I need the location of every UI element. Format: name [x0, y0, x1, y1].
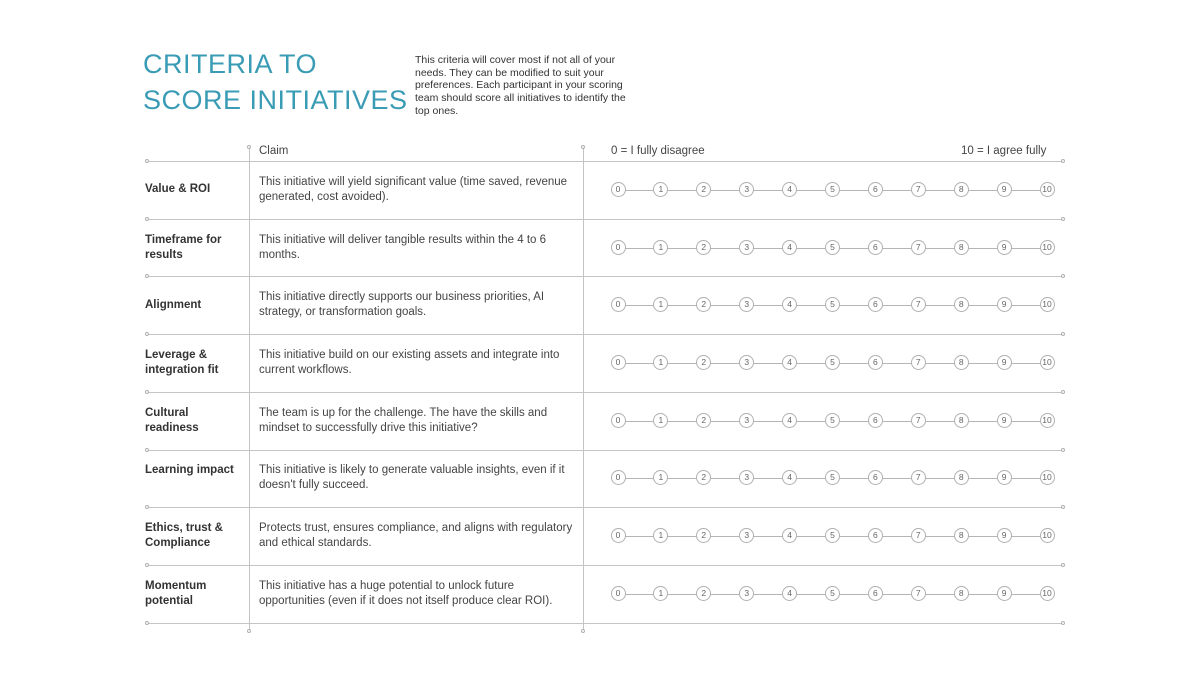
- row-divider-end-dot: [1061, 390, 1065, 394]
- score-option-7[interactable]: 7: [911, 355, 926, 370]
- score-option-1[interactable]: 1: [653, 528, 668, 543]
- score-option-5[interactable]: 5: [825, 182, 840, 197]
- page-title: [143, 46, 408, 118]
- row-divider-end-dot: [145, 274, 149, 278]
- score-option-10[interactable]: 10: [1040, 355, 1055, 370]
- score-option-6[interactable]: 6: [868, 413, 883, 428]
- divider-end-dot: [581, 629, 585, 633]
- score-option-7[interactable]: 7: [911, 586, 926, 601]
- criterion-label: Leverage & integration fit: [145, 348, 219, 376]
- score-option-0[interactable]: 0: [611, 586, 626, 601]
- score-option-9[interactable]: 9: [997, 413, 1012, 428]
- score-option-6[interactable]: 6: [868, 355, 883, 370]
- criterion-label: Timeframe for results: [145, 233, 222, 261]
- score-option-6[interactable]: 6: [868, 528, 883, 543]
- score-option-3[interactable]: 3: [739, 297, 754, 312]
- score-option-10[interactable]: 10: [1040, 297, 1055, 312]
- score-option-9[interactable]: 9: [997, 470, 1012, 485]
- score-option-0[interactable]: 0: [611, 470, 626, 485]
- score-option-4[interactable]: 4: [782, 586, 797, 601]
- score-option-8[interactable]: 8: [954, 586, 969, 601]
- row-divider: [147, 161, 1063, 162]
- score-option-9[interactable]: 9: [997, 182, 1012, 197]
- score-option-4[interactable]: 4: [782, 297, 797, 312]
- criterion-label: Momentum potential: [145, 579, 207, 607]
- score-option-8[interactable]: 8: [954, 470, 969, 485]
- row-divider-end-dot: [1061, 274, 1065, 278]
- score-option-0[interactable]: 0: [611, 182, 626, 197]
- score-option-6[interactable]: 6: [868, 586, 883, 601]
- divider-end-dot: [247, 145, 251, 149]
- score-option-8[interactable]: 8: [954, 413, 969, 428]
- score-option-8[interactable]: 8: [954, 297, 969, 312]
- row-divider-end-dot: [1061, 448, 1065, 452]
- score-option-6[interactable]: 6: [868, 240, 883, 255]
- score-option-3[interactable]: 3: [739, 528, 754, 543]
- scale-max-label: 10 = I agree fully: [961, 145, 1047, 157]
- score-option-4[interactable]: 4: [782, 470, 797, 485]
- criterion-claim: This initiative build on our existing assets and integrate into current workflows.: [259, 348, 560, 376]
- row-divider-end-dot: [1061, 505, 1065, 509]
- row-divider-end-dot: [145, 621, 149, 625]
- score-option-2[interactable]: 2: [696, 413, 711, 428]
- score-option-10[interactable]: 10: [1040, 240, 1055, 255]
- score-option-3[interactable]: 3: [739, 240, 754, 255]
- score-option-2[interactable]: 2: [696, 240, 711, 255]
- criterion-label: Ethics, trust & Compliance: [145, 522, 223, 550]
- score-option-1[interactable]: 1: [653, 413, 668, 428]
- score-option-7[interactable]: 7: [911, 528, 926, 543]
- criterion-label: Alignment: [145, 298, 202, 311]
- score-option-1[interactable]: 1: [653, 470, 668, 485]
- score-option-9[interactable]: 9: [997, 528, 1012, 543]
- score-scale: [610, 586, 1050, 604]
- score-option-2[interactable]: 2: [696, 470, 711, 485]
- divider-end-dot: [247, 629, 251, 633]
- score-scale: [610, 297, 1050, 315]
- criterion-label: Value & ROI: [145, 183, 211, 196]
- score-option-3[interactable]: 3: [739, 470, 754, 485]
- row-divider-end-dot: [145, 217, 149, 221]
- criterion-claim: This initiative will deliver tangible results within the 4 to 6 months.: [259, 233, 546, 261]
- score-option-8[interactable]: 8: [954, 182, 969, 197]
- divider-end-dot: [581, 145, 585, 149]
- score-option-1[interactable]: 1: [653, 297, 668, 312]
- row-divider-end-dot: [1061, 332, 1065, 336]
- row-divider-end-dot: [145, 332, 149, 336]
- column-divider: [583, 148, 584, 633]
- score-option-4[interactable]: 4: [782, 528, 797, 543]
- row-divider: [147, 334, 1063, 335]
- row-divider: [147, 276, 1063, 277]
- row-divider-end-dot: [145, 390, 149, 394]
- score-option-3[interactable]: 3: [739, 355, 754, 370]
- score-option-8[interactable]: 8: [954, 528, 969, 543]
- score-option-6[interactable]: 6: [868, 297, 883, 312]
- score-option-0[interactable]: 0: [611, 355, 626, 370]
- row-divider: [147, 392, 1063, 393]
- criterion-label: Learning impact: [145, 464, 234, 477]
- score-scale: [610, 528, 1050, 546]
- score-option-5[interactable]: 5: [825, 413, 840, 428]
- score-option-0[interactable]: 0: [611, 297, 626, 312]
- row-divider-end-dot: [145, 563, 149, 567]
- score-option-4[interactable]: 4: [782, 240, 797, 255]
- row-divider-end-dot: [145, 448, 149, 452]
- score-option-7[interactable]: 7: [911, 240, 926, 255]
- page-title-line-2: SCORE INITIATIVES: [143, 85, 408, 115]
- score-option-5[interactable]: 5: [825, 470, 840, 485]
- score-option-2[interactable]: 2: [696, 355, 711, 370]
- score-option-10[interactable]: 10: [1040, 470, 1055, 485]
- score-option-1[interactable]: 1: [653, 586, 668, 601]
- score-option-1[interactable]: 1: [653, 182, 668, 197]
- score-option-0[interactable]: 0: [611, 528, 626, 543]
- score-scale: [610, 355, 1050, 373]
- criterion-claim: This initiative will yield significant value (time saved, revenue generated, cost avoided).: [259, 175, 568, 203]
- score-option-7[interactable]: 7: [911, 413, 926, 428]
- score-option-9[interactable]: 9: [997, 355, 1012, 370]
- criterion-claim: Protects trust, ensures compliance, and aligns with regulatory and ethical standards.: [259, 522, 573, 550]
- score-option-2[interactable]: 2: [696, 528, 711, 543]
- intro-text: This criteria will cover most if not all of your needs. They can be modified to suit your preferences. Each participant in your scoring team should score all initiatives to identify the top ones.: [415, 54, 626, 117]
- score-option-10[interactable]: 10: [1040, 586, 1055, 601]
- score-option-8[interactable]: 8: [954, 355, 969, 370]
- score-option-5[interactable]: 5: [825, 528, 840, 543]
- score-option-4[interactable]: 4: [782, 413, 797, 428]
- score-scale: [610, 240, 1050, 258]
- score-option-1[interactable]: 1: [653, 240, 668, 255]
- row-divider-end-dot: [1061, 563, 1065, 567]
- row-divider-end-dot: [1061, 159, 1065, 163]
- score-scale: [610, 470, 1050, 488]
- score-option-3[interactable]: 3: [739, 182, 754, 197]
- score-option-0[interactable]: 0: [611, 240, 626, 255]
- score-option-1[interactable]: 1: [653, 355, 668, 370]
- column-divider: [249, 148, 250, 633]
- score-option-2[interactable]: 2: [696, 297, 711, 312]
- criterion-claim: This initiative has a huge potential to unlock future opportunities (even if it does not itself produce clear ROI).: [259, 579, 553, 607]
- score-option-9[interactable]: 9: [997, 586, 1012, 601]
- score-option-6[interactable]: 6: [868, 182, 883, 197]
- row-divider: [147, 507, 1063, 508]
- score-option-2[interactable]: 2: [696, 586, 711, 601]
- score-option-9[interactable]: 9: [997, 297, 1012, 312]
- criterion-claim: This initiative directly supports our business priorities, AI strategy, or transformation goals.: [259, 291, 545, 319]
- score-option-4[interactable]: 4: [782, 355, 797, 370]
- row-divider: [147, 623, 1063, 624]
- row-divider-end-dot: [1061, 217, 1065, 221]
- criterion-claim: This initiative is likely to generate valuable insights, even if it doesn't fully succeed.: [259, 464, 565, 492]
- score-option-5[interactable]: 5: [825, 240, 840, 255]
- score-option-0[interactable]: 0: [611, 413, 626, 428]
- row-divider: [147, 565, 1063, 566]
- row-divider-end-dot: [1061, 621, 1065, 625]
- criterion-claim: The team is up for the challenge. The have the skills and mindset to successfully drive this initiative?: [259, 406, 548, 434]
- row-divider-end-dot: [145, 159, 149, 163]
- score-scale: [610, 413, 1050, 431]
- score-option-5[interactable]: 5: [825, 586, 840, 601]
- score-option-10[interactable]: 10: [1040, 413, 1055, 428]
- score-option-10[interactable]: 10: [1040, 528, 1055, 543]
- score-option-3[interactable]: 3: [739, 413, 754, 428]
- score-option-2[interactable]: 2: [696, 182, 711, 197]
- score-option-5[interactable]: 5: [825, 297, 840, 312]
- score-option-4[interactable]: 4: [782, 182, 797, 197]
- score-option-5[interactable]: 5: [825, 355, 840, 370]
- score-option-7[interactable]: 7: [911, 297, 926, 312]
- criterion-label: Cultural readiness: [145, 406, 199, 434]
- score-option-7[interactable]: 7: [911, 182, 926, 197]
- row-divider: [147, 450, 1063, 451]
- score-option-8[interactable]: 8: [954, 240, 969, 255]
- score-option-7[interactable]: 7: [911, 470, 926, 485]
- score-option-3[interactable]: 3: [739, 586, 754, 601]
- page-title-line-1: CRITERIA TO: [143, 49, 318, 79]
- score-option-9[interactable]: 9: [997, 240, 1012, 255]
- row-divider: [147, 219, 1063, 220]
- claim-column-header: Claim: [259, 145, 289, 157]
- score-option-6[interactable]: 6: [868, 470, 883, 485]
- row-divider-end-dot: [145, 505, 149, 509]
- score-option-10[interactable]: 10: [1040, 182, 1055, 197]
- scale-min-label: 0 = I fully disagree: [611, 145, 705, 157]
- score-scale: [610, 182, 1050, 200]
